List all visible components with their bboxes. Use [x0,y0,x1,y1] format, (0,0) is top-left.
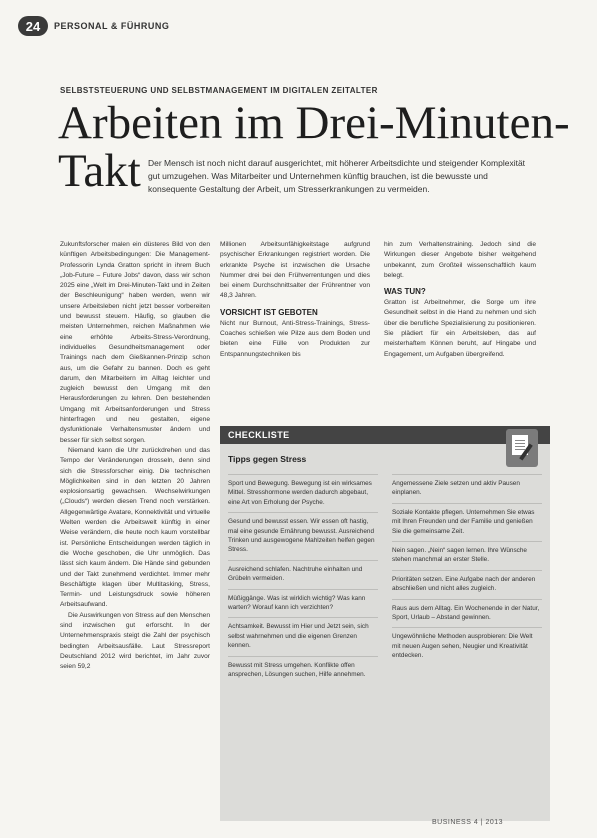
checklist-item: Sport und Bewegung. Bewegung ist ein wirksames Mittel. Stresshormone werden dadurch abgebaut, eine Art von Erholung der Psyche. [228,474,378,512]
page-header [18,16,169,36]
subheading: VORSICHT IST GEBOTEN [220,307,318,317]
checklist-item: Soziale Kontakte pflegen. Unternehmen Sie etwas mit Ihren Freunden und der Familie und genießen Sie die gemeinsame Zeit. [392,503,542,541]
checklist-item: Ausreichend schlafen. Nachtruhe einhalten und Grübeln vermeiden. [228,560,378,589]
checklist-box [220,426,550,821]
paragraph: Millionen Arbeitsunfähigkeitstage aufgrund psychischer Erkrankungen registriert worden. Die erkrankte Psyche ist inzwischen die Ursache Nummer drei bei den Frühverrentungen und dies bei einem Durchschnittsalter der Frührentner von 48,3 Jahren. [220,241,370,300]
checklist-title: CHECKLISTE [228,430,290,440]
column-2 [220,240,370,360]
checklist-right-column [392,474,542,666]
section-label: PERSONAL & FÜHRUNG [54,21,170,31]
title-line-1: Arbeiten im Drei-Minuten- [58,97,570,149]
lead-paragraph: Der Mensch ist noch nicht darauf ausgerichtet, mit höherer Arbeitsdichte und steigender Komplexität gut umzugehen. Was Mitarbeiter und Unternehmen künftig brauchen, ist die bewusste und konsequente Gestaltung der Arbeit, um Stresserkrankungen zu vermeiden. [148,158,526,194]
checklist-item: Raus aus dem Alltag. Ein Wochenende in der Natur, Sport, Urlaub – Abstand gewinnen. [392,599,542,628]
checklist-item: Müßiggänge. Was ist wirklich wichtig? Was kann warten? Worauf kann ich verzichten? [228,589,378,618]
checklist-header [220,426,550,444]
paragraph: Gratton ist Arbeitnehmer, die Sorge um ihre Gesundheit selbst in die Hand zu nehmen und sich über die berufliche Spezialisierung zu positionieren. Sie plädiert für ein Arbeitsleben, das auf meisterhaftem Können beruht, auf Hingabe und Engagement, um Aufgaben übergreifend. [384,299,536,358]
column-1 [60,240,210,672]
page-footer: BUSINESS 4 | 2013 [432,819,504,826]
checklist-item: Achtsamkeit. Bewusst im Hier und Jetzt sein, sich selbst wahrnehmen und die eigenen Grenzen kennen. [228,617,378,655]
subheading: WAS TUN? [384,287,426,297]
checklist-item: Prioritäten setzen. Eine Aufgabe nach der anderen abschließen und nicht alles zugleich. [392,570,542,599]
checklist-item: Gesund und bewusst essen. Wir essen oft hastig, mal eine gesunde Ernährung bewusst. Ausreichend Trinken und ausgewogene Mahlzeiten helfen gegen Stress. [228,512,378,560]
column-3 [384,240,536,360]
paragraph: Die Auswirkungen von Stress auf den Menschen sind inzwischen gut erforscht. In der Unternehmenspraxis steigt die Zahl der psychisch bedingten Arbeitsausfälle. Laut Stressreport Deutschland 2012 wird berichtet, im Jahr zuvor seien 59,2 [60,611,210,671]
checklist-item: Nein sagen. „Nein“ sagen lernen. Ihre Wünsche stehen manchmal an erster Stelle. [392,541,542,570]
paragraph: hin zum Verhaltenstraining. Jedoch sind die Wirkungen dieser Angebote bisher weitgehend unbekannt, zum Großteil wissenschaftlich kaum belegt. [384,241,536,279]
page-number: 24 [18,16,48,36]
title-line-2: Takt [58,145,141,197]
checklist-item: Angemessene Ziele setzen und aktiv Pausen einplanen. [392,474,542,503]
paragraph: Niemand kann die Uhr zurückdrehen und das Tempo der Veränderungen drosseln, denn sind sich die Stressforscher einig. Die technischen Möglichkeiten sind in den letzten 20 Jahren explosionsartig gewachsen. Wechselwirkungen („Clouds“) werden diesen Trend noch verstärken. Allgegenwärtige Avatare, Konnektivität und virtuelle Welten werden die Arbeitswelt künftig in einer Weise verändern, die heute noch kaum vorstellbar ist. Persönliche Entscheidungen werden täglich in die Woche geschoben, die Uhr unmöglich. Das lässt sich kaum ändern. Die Hände sind gebunden und der Takt zunehmend verdichtet. Immer mehr Beschäftigte klagen über Multitasking, Stress, Termin- und Leistungsdruck sowie höheren Arbeitsaufwand. [60,446,210,609]
paragraph: Nicht nur Burnout, Anti-Stress-Trainings, Stress-Coaches schießen wie Pilze aus dem Boden und bieten eine Fülle von Produkten zur Entspannungstechniken bis [220,319,370,358]
checklist-icon [506,429,538,467]
paragraph: Zukunftsforscher malen ein düsteres Bild von den künftigen Arbeitsbedingungen: Die Management-Professorin Lynda Gratton spricht in ihrem Buch „Job-Future – Future Jobs“ davon, dass wir schon 2025 eine „Welt im Drei-Minuten-Takt und in Zeiten der Beschleunigung“ haben werden, wenn wir unsere Arbeitsleben nicht jetzt besser vorbereiten und bewusst steuern. Häufig, so glauben die meisten Unternehmen, reichen Maßnahmen wie eine erhöhte Arbeits-Stress-Verordnung, individuelles Gesundheitsmanagement oder Trainings nach dem Gießkannen-Prinzip schon aus, um die Gefahr zu bannen. Doch es geht darum, den Mitarbeitern im Alltag leichter und zugleich bewusst den Umgang mit den Herausforderungen zu lehren. Den bestehenden Umgang mit Arbeitsanforderungen und Stress hinterfragen und neu gestalten, eigene dysfunktionale Verhaltensmuster ändern und besser für sich selbst sorgen. [60,241,210,444]
checklist-subtitle: Tipps gegen Stress [228,454,307,464]
checklist-left-column [228,474,378,685]
checklist-item: Bewusst mit Stress umgehen. Konflikte offen ansprechen, Lösungen suchen, Hilfe annehmen. [228,656,378,685]
kicker: SELBSTSTEUERUNG UND SELBSTMANAGEMENT IM DIGITALEN ZEITALTER [60,86,378,95]
checklist-item: Ungewöhnliche Methoden ausprobieren: Die Welt mit neuen Augen sehen, Neugier und Kreativität entdecken. [392,627,542,665]
